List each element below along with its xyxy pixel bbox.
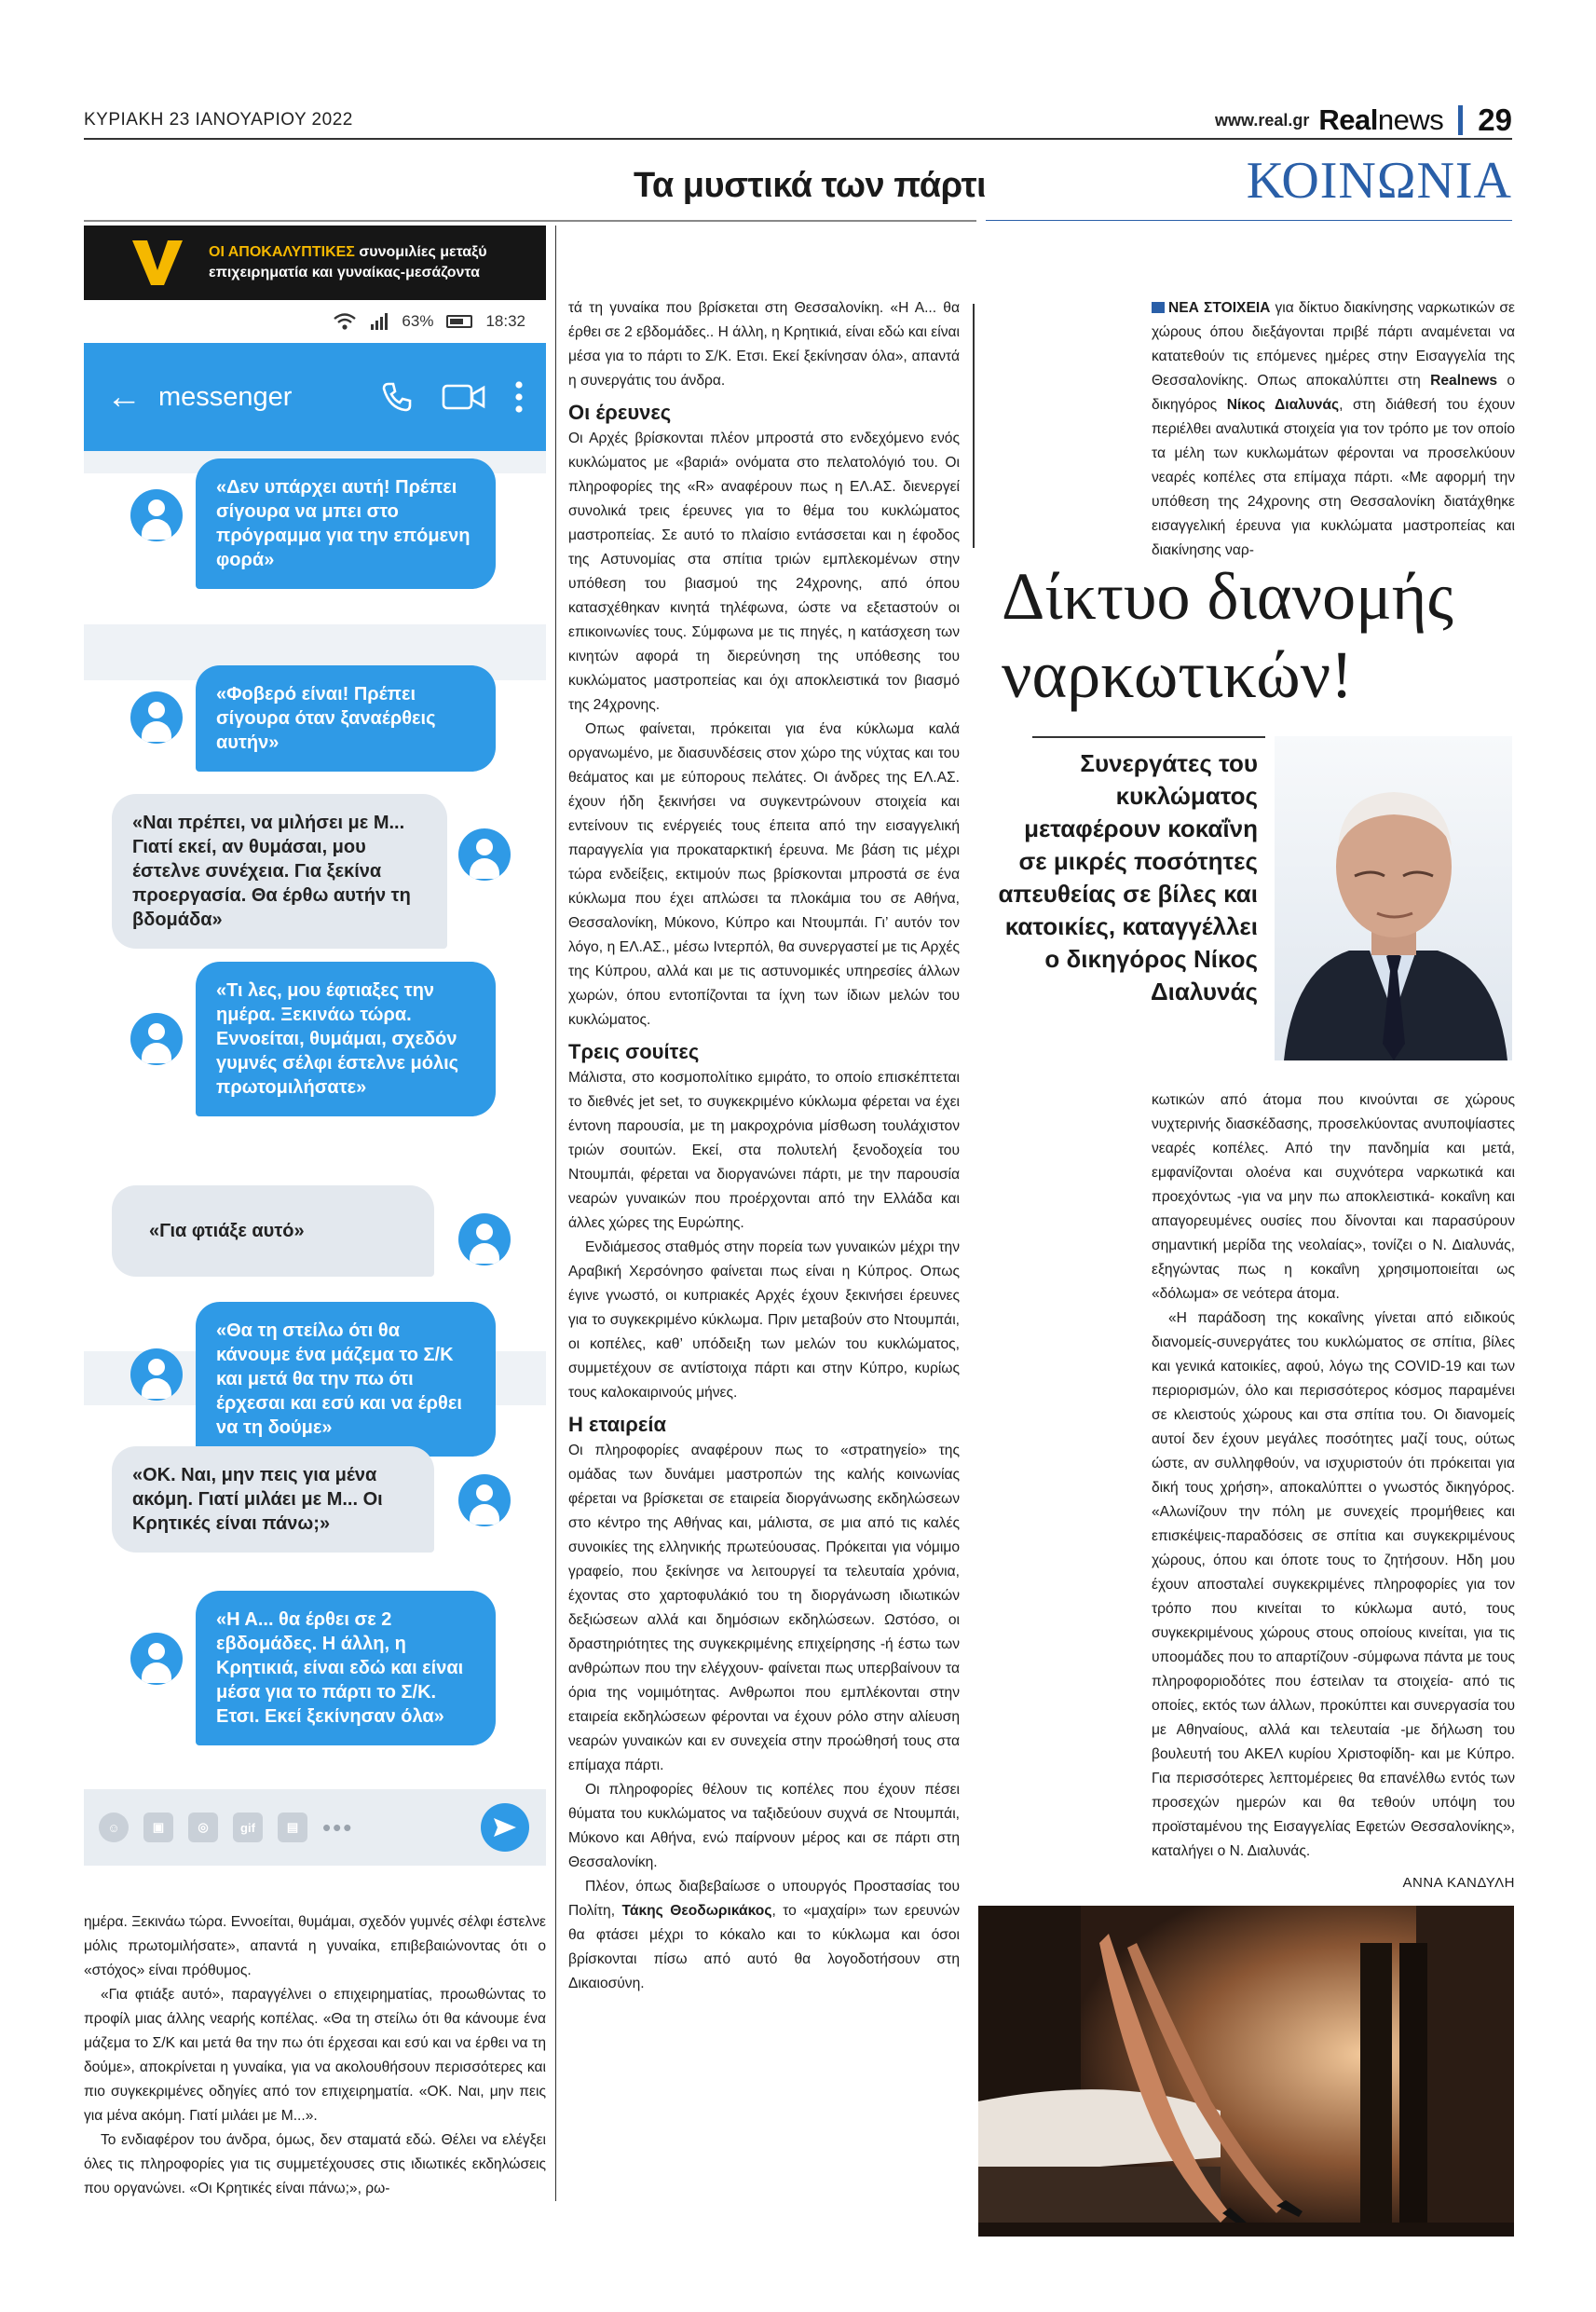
bullet-square-icon <box>1152 302 1165 313</box>
minister-name: Τάκης Θεοδωρικάκος <box>621 1903 772 1919</box>
more-icon[interactable]: ••• <box>322 1813 354 1841</box>
site-url[interactable]: www.real.gr <box>1215 110 1310 130</box>
gallery-icon[interactable]: ▤ <box>278 1813 307 1842</box>
chat-screenshot-panel <box>84 226 546 1866</box>
article-divider <box>973 304 975 548</box>
chat-message-incoming: «Τι λες, μου έφτιαξες την ημέρα. Ξεκινάω τώρα. Εννοείται, θυμάμαι, σχεδόν γυμνές σέλφι έστελνε μόλις πρωτομιλήσατε» <box>196 962 496 1116</box>
paragraph: ημέρα. Ξεκινάω τώρα. Εννοείται, θυμάμαι, σχεδόν γυμνές σέλφι έστελνε μόλις πρωτομιλήσατε», απαντά η γυναίκα, επιβεβαιώνοντας ότι ο «στόχος» είναι πρόθυμος. <box>84 1914 546 1978</box>
left-section-title: Τα μυστικά των πάρτι <box>634 166 987 205</box>
chat-message-incoming: «Η Α... θα έρθει σε 2 εβδομάδες. Η άλλη, η Κρητικιά, είναι εδώ και είναι μέσα για το πάρτι το Σ/Κ. Ετσι. Εκεί ξεκίνησαν όλα» <box>196 1591 496 1745</box>
article-lead: Συνεργάτες του κυκλώματος μεταφέρουν κοκαΐνη σε μικρές ποσότητες απευθείας σε βίλες και κατοικίες, καταγγέλλει ο δικηγόρος Νίκος Διαλυνάς <box>998 749 1258 1006</box>
brand-news: news <box>1377 103 1444 136</box>
chat-message-outgoing: «ΟΚ. Ναι, μην πεις για μένα ακόμη. Γιατί μιλάει με Μ... Οι Κρητικές είναι πάνω;» <box>112 1446 434 1553</box>
emoji-icon[interactable]: ☺ <box>99 1813 129 1842</box>
subheading: Τρεις σουίτες <box>568 1040 700 1063</box>
lawyer-name: Νίκος Διαλυνάς <box>1226 397 1340 413</box>
article-column-3-top <box>1152 296 1515 563</box>
paragraph: Οι πληροφορίες θέλουν τις κοπέλες που έχουν πέσει θύματα του κυκλώματος να ταξιδεύουν συχνά σε Ντουμπάι, Μύκονο και Αθήνα, ενώ παίρνουν μέρος και σε πάρτι στη Θεσσαλονίκη. <box>568 1782 960 1870</box>
chat-message-incoming: «Θα τη στείλω ότι θα κάνουμε ένα μάζεμα το Σ/Κ και μετά θα την πω ότι έρχεσαι και εσύ και να έρθει να τη δούμε» <box>196 1302 496 1457</box>
article-column-3-bottom <box>1152 1088 1515 1895</box>
v-logo-icon <box>130 237 184 289</box>
chat-message-outgoing: «Ναι πρέπει, να μιλήσει με Μ... Γιατί εκεί, αν θυμάσαι, μου έστελνε συνέχεια. Για ξεκίνα προεργασία. Θα έρθω αυτήν τη βδομάδα» <box>112 794 447 949</box>
sticker-icon[interactable]: ▣ <box>143 1813 173 1842</box>
paragraph: Το ενδιαφέρον του άνδρα, όμως, δεν σταματά εδώ. Θέλει να ελέγξει όλες τις πληροφορίες για τις συμμετέχουσες στις ιδιωτικές εκδηλώσεις που οργανώνει. «Οι Κρητικές είναι πάνω;», ρω- <box>84 2132 546 2196</box>
camera-icon[interactable]: ◎ <box>188 1813 218 1842</box>
paragraph: «Για φτιάξε αυτό», παραγγέλνει ο επιχειρηματίας, προωθώντας το προφίλ μιας άλλης νεαρής κοπέλας. «Θα τη στείλω ότι θα κάνουμε ένα μάζεμα το Σ/Κ και μετά θα την πω ότι έρχεσαι και εσύ και να έρθει να τη δούμε», αποκρίνεται η γυναίκα, για να ακολουθήσουν περισσότερες και πιο συγκεκριμένες οδηγίες από τον επιχειρηματία. «ΟΚ. Ναι, μην πεις για μένα ακόμη. Γιατί μιλάει με Μ...». <box>84 1987 546 2124</box>
chat-message-incoming: «Δεν υπάρχει αυτή! Πρέπει σίγουρα να μπει στο πρόγραμμα για την επόμενη φορά» <box>196 458 496 589</box>
article-column-1 <box>84 1910 546 2201</box>
brand-logo <box>1318 103 1443 137</box>
chat-input-bar <box>84 1789 546 1866</box>
column-divider <box>555 226 556 2201</box>
paragraph: «Η παράδοση της κοκαΐνης γίνεται από ειδικούς διανομείς-συνεργάτες του κυκλώματος σε σπίτια, βίλες και γενικά κατοικίες, αφού, λόγω της COVID-19 και των περιορισμών, όλο και περισσότερος κόσμος παραμένει σε κλειστούς χώρους και στα σπίτια του. Οι διανομείς αυτοί δεν έχουν μεγάλες ποσότητες μαζί τους, ούτως ώστε, αν συλληφθούν, να ισχυριστούν ότι πρόκειται για δική τους χρήση», αποκαλύπτει ο γνωστός δικηγόρος. «Αλωνίζουν την πόλη με συνεχείς προμήθειες και επισκέψεις-παραδόσεις σε σπίτια και συγκεκριμένους χώρους, όπου και όποτε τους το ζητήσουν. Ηδη μου έχουν αποσταλεί συγκεκριμένες πληροφορίες για τον τρόπο που κινείται το κύκλωμα αυτό, τους συγκεκριμένους χώρους στους οποίους κινείται, για τις υποομάδες που το απαρτίζουν -σύμφωνα πάντα με τους πληροφοριοδότες που έστειλαν τα στοιχεία- από τις οποίες, εκτός των άλλων, προκύπτει και συνεργασία του με Αθηναίους, αλλά και τελευταία -με δήλωση του βουλευτή του ΑΚΕΛ κυρίου Χριστοφίδη- και με Κύπρο. Για περισσότερες λεπτομέρειες θα επανέλθω εντός των προσεχών ημερών και θα τεθούν υπόψη του προϊσταμένου της Εισαγγελίας Εφετών Θεσσαλονίκης», καταλήγει ο Ν. Διαλυνάς. <box>1152 1310 1515 1859</box>
contact-avatar-icon <box>130 1348 183 1401</box>
battery-icon <box>446 315 472 328</box>
paragraph: Οι Αρχές βρίσκονται πλέον μπροστά στο ενδεχόμενο ενός κυκλώματος με «βαριά» ονόματα στο πελατολόγιό του. Οι πληροφορίες της «R» αναφέρουν πως η ΕΛ.ΑΣ. διενεργεί συνολικά τρεις έρευνες για το θέμα του κυκλώματος μαστροπείας. Σε αυτό το πλαίσιο εντάσσεται και η έφοδος της Αστυνομίας στα σπίτια τριών εμπλεκομένων στην υπόθεση του βιασμού της 24χρονης, από όπου κατασχέθηκαν κινητά τηλέφωνα, ώστε να εξεταστούν οι επικοινωνίες τους. Σύμφωνα με τις πηγές, η κατάσχεση των κινητών αφορά τη διερεύνηση της υπόθεσης του κυκλώματος μαστροπείας και όχι αποκλειστικά τον βιασμό της 24χρονης. <box>568 431 960 713</box>
paragraph: κωτικών από άτομα που κινούνται σε χώρους νυχτερινής διασκέδασης, προσελκύοντας ανυποψίαστες νεαρές κοπέλες. Από την πανδημία και μετά, εμφανίζονται ολοένα και συχνότερα ναρκωτικά και προεχόντως -για να μην πω αποκλειστικά- κοκαΐνη και απαγορευμένες ουσίες που δίνονται και παρασύρουν σημαντική μερίδα της νεολαίας», τονίζει ο Ν. Διαλυνάς, εξηγώντας πως η κοκαΐνη χρησιμοποιείται ως «δόλωμα» σε νεότερα άτομα. <box>1152 1092 1515 1302</box>
battery-percent: 63% <box>402 312 434 330</box>
paragraph: Οι πληροφορίες αναφέρουν πως το «στρατηγείο» της ομάδας των δυνάμει μαστροπών της καλής κοινωνίας φέρεται να βρίσκεται σε εταιρεία διοργάνωσης εκδηλώσεων στο κέντρο της Αθήνας και, μάλιστα, σε μια από τις καλές συνοικίες της ελληνικής πρωτεύουσας. Πρόκειται για νόμιμο γραφείο, που ξεκίνησε να λειτουργεί τα τελευταία χρόνια, έχοντας στο χαρτοφυλάκιό του τη διοργάνωση ιδιωτικών δεξιώσεων αλλά και δημόσιων εκδηλώσεων. Ωστόσο, οι δραστηριότητες της συγκεκριμένης επιχείρησης -ή έστω των ανθρώπων που την ελέγχουν- φαίνεται πως υπερβαίνουν τα όρια της νομιμότητας. Ανθρωποι που εμπλέκονται στην εταιρεία εκδηλώσεων φέρονται να έχουν ρόλο στην αλίευση νεαρών γυναικών και εν συνεχεία στην προώθησή τους στα επίμαχα πάρτι. <box>568 1443 960 1773</box>
issue-date: ΚΥΡΙΑΚΗ 23 ΙΑΝΟΥΑΡΙΟΥ 2022 <box>84 110 353 130</box>
paragraph: Ενδιάμεσος σταθμός στην πορεία των γυναικών μέχρι την Αραβική Χερσόνησο φαίνεται πως είναι η Κύπρος. Οπως έγινε γνωστό, οι κυπριακές Αρχές έχουν ξεκινήσει έρευνες για το συγκεκριμένο κύκλωμα. Πριν μεταβούν στο Ντουμπάι, οι κοπέλες, καθ’ υπόδειξη των μελών του κυκλώματος, συμμετέχουν σε αντίστοιχα πάρτι και στην Κύπρο, κυρίως τους καλοκαιρινούς μήνες. <box>568 1239 960 1401</box>
chat-banner-caption <box>209 242 487 283</box>
brand-real: Real <box>1318 103 1378 136</box>
subheading: Η εταιρεία <box>568 1413 666 1436</box>
right-section-title: ΚΟΙΝΩΝΙΑ <box>1246 152 1512 210</box>
more-options-icon[interactable] <box>514 381 524 413</box>
wifi-icon <box>333 312 357 331</box>
lawyer-portrait-photo <box>1275 736 1512 1060</box>
subheading: Οι έρευνες <box>568 401 672 424</box>
video-call-icon[interactable] <box>442 382 486 412</box>
messenger-app-bar <box>84 343 546 451</box>
chat-message-incoming: «Φοβερό είναι! Πρέπει σίγουρα όταν ξαναέρθεις αυτήν» <box>196 665 496 772</box>
back-arrow-icon[interactable]: ← <box>106 376 142 417</box>
chat-banner <box>84 226 546 300</box>
article-column-2 <box>568 296 960 1996</box>
paragraph <box>568 1875 960 1996</box>
user-avatar-icon <box>458 828 511 881</box>
send-icon[interactable] <box>481 1803 529 1852</box>
phone-status-bar <box>84 300 546 343</box>
banner-text-1: συνομιλίες μεταξύ <box>354 244 487 260</box>
left-section-rule <box>84 220 976 222</box>
contact-avatar-icon <box>130 1633 183 1685</box>
text-run: Πλέον, όπως διαβεβαίωσε ο υπουργός Προστασίας του Πολίτη, <box>568 1879 960 1919</box>
text-run: ο δικηγόρος <box>1152 373 1515 413</box>
contact-avatar-icon <box>130 1013 183 1065</box>
header-rule <box>84 138 1512 140</box>
paragraph: Οπως φαίνεται, πρόκειται για ένα κύκλωμα καλά οργανωμένο, με διασυνδέσεις στον χώρο της νύχτας και του θεάματος και με εύπορους πελάτες. Οι άνδρες της ΕΛ.ΑΣ. έχουν ήδη ξεκινήσει να συγκεντρώνουν στοιχεία και εντείνουν τις ενέργειές τους έπειτα από την εισαγγελική παραγγελία για προκαταρκτική έρευνα. Με βάση τις μέχρι τώρα ενδείξεις, εκτιμούν πως βρίσκονται μπροστά σε ένα κύκλωμα που έχει απλώσει τα πλοκάμια του σε Αθήνα, Θεσσαλονίκη, Μύκονο, Κύπρο και Ντουμπάι. Γι’ αυτόν τον λόγο, η ΕΛ.ΑΣ., μέσω Ιντερπόλ, θα συνεργαστεί με τις Αρχές της Κύπρου, αλλά και με τις αστυνομικές υπηρεσίες άλλων χωρών, όπου εντοπίζονται τα ίχνη των ίδιων μελών του κυκλώματος. <box>568 721 960 1028</box>
signal-icon <box>370 313 389 330</box>
app-title: messenger <box>158 381 293 412</box>
contact-avatar-icon <box>130 691 183 744</box>
banner-text-2: επιχειρηματία και γυναίκας-μεσάζοντα <box>209 265 480 280</box>
masthead <box>1215 103 1512 138</box>
text-run: , το «μαχαίρι» των ερευνών θα φτάσει μέχρι το κόκαλο και το κύκλωμα και όσοι βρίσκονται πίσω από αυτό θα λογοδοτήσουν στη Δικαιοσύνη. <box>568 1903 960 1991</box>
banner-highlight: ΟΙ ΑΠΟΚΑΛΥΠΤΙΚΕΣ <box>209 244 355 260</box>
paragraph: Μάλιστα, στο κοσμοπολίτικο εμιράτο, το οποίο επισκέπτεται το διεθνές jet set, το συγκεκριμένο κύκλωμα φέρεται να έχει έντονη παρουσία, με τη μακροχρόνια μίσθωση τουλάχιστον τριών σουιτών. Εκεί, στα πολυτελή ξενοδοχεία του Ντουμπάι, φέρεται να διοργανώνει πάρτι, με την παρουσία νεαρών γυναικών που προέρχονται από την Ελλάδα και άλλες χώρες της Ευρώπης. <box>568 1070 960 1231</box>
lead-rule <box>1032 736 1265 738</box>
phone-call-icon[interactable] <box>380 380 414 414</box>
paragraph <box>1152 296 1515 563</box>
gif-icon[interactable]: gif <box>233 1813 263 1842</box>
page-number: 29 <box>1478 103 1512 137</box>
paragraph: τά τη γυναίκα που βρίσκεται στη Θεσσαλονίκη. «Η Α... θα έρθει σε 2 εβδομάδες.. Η άλλη, η Κρητικιά, είναι εδώ και είναι μέσα για το πάρτι το Σ/Κ. Ετσι. Εκεί ξεκίνησαν όλα», απαντά η συνεργάτις του άνδρα. <box>568 300 960 389</box>
text-run: , στη διάθεσή του έχουν περιέλθει αναλυτικά στοιχεία για τον τρόπο με τον οποίο τα μέλη των κυκλωμάτων φέρονται να προσελκύουν νεαρές κοπέλες στα επίμαχα πάρτι. «Με αφορμή την υπόθεση της 24χρονης στη Θεσσαλονίκη διατάχθηκε εισαγγελική έρευνα για κυκλώματα μαστροπείας και διακίνησης ναρ- <box>1152 397 1515 558</box>
author-byline: ΑΝΝΑ ΚΑΝΔΥΛΗ <box>1402 1875 1515 1891</box>
lead-label: ΝΕΑ ΣΤΟΙΧΕΙΑ <box>1168 300 1271 316</box>
right-section-rule <box>986 220 1512 221</box>
user-avatar-icon <box>458 1474 511 1526</box>
text-run: για δίκτυο διακίνησης ναρκωτικών σε χώρους όπου διεξάγονται πριβέ πάρτι αναμένεται να κατατεθούν τις επόμενες ημέρες στην Εισαγγελία της Θεσσαλονίκης. Οπως αποκαλύπτει στη <box>1152 300 1515 389</box>
chat-message-outgoing: «Για φτιάξε αυτό» <box>112 1185 434 1277</box>
party-scene-photo <box>978 1906 1514 2237</box>
user-avatar-icon <box>458 1213 511 1265</box>
contact-avatar-icon <box>130 489 183 541</box>
masthead-divider <box>1458 105 1463 135</box>
article-headline: Δίκτυο διανομής ναρκωτικών! <box>1002 559 1453 712</box>
status-time: 18:32 <box>485 312 525 330</box>
text-run-bold: Realnews <box>1430 373 1498 389</box>
